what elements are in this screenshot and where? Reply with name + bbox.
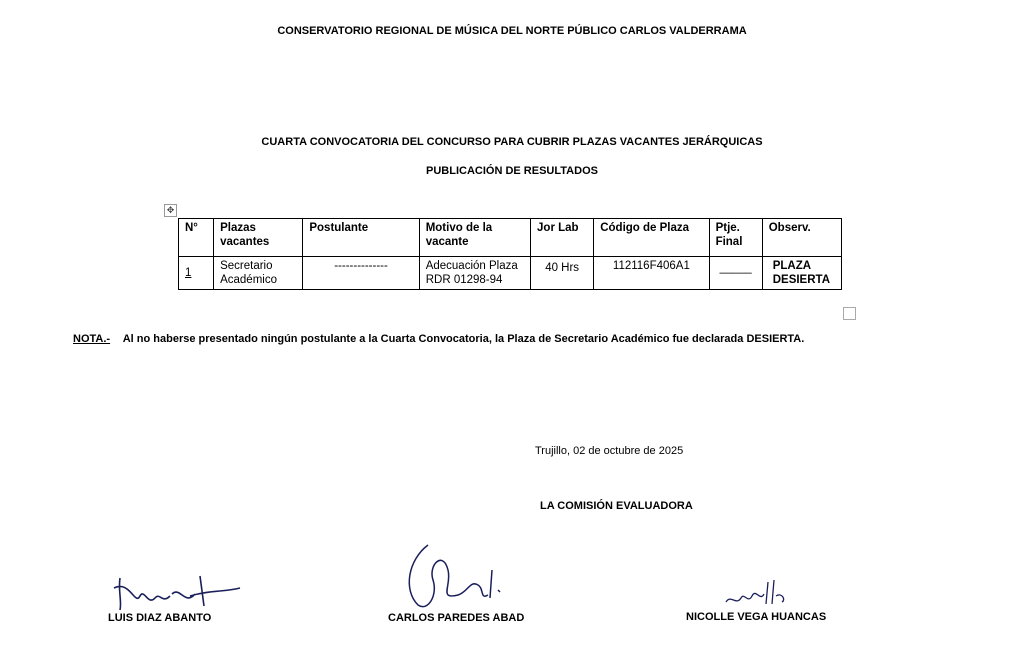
commission-title: LA COMISIÓN EVALUADORA: [540, 500, 693, 512]
nota: [73, 333, 804, 345]
cell-jornada: 40 Hrs: [531, 257, 594, 290]
document-title: CUARTA CONVOCATORIA DEL CONCURSO PARA CUBRIR PLAZAS VACANTES JERÁRQUICAS: [261, 136, 763, 148]
results-table: [178, 218, 842, 290]
table-resize-handle[interactable]: [843, 307, 856, 320]
signature-block-1: [100, 566, 250, 626]
column-header: Código de Plaza: [594, 219, 709, 257]
table-row: [179, 257, 842, 290]
column-header: Plazas vacantes: [214, 219, 303, 257]
document-subtitle: PUBLICACIÓN DE RESULTADOS: [426, 165, 598, 177]
signature-block-3: [686, 574, 846, 630]
column-header: Motivo de la vacante: [419, 219, 530, 257]
signature-block-2: [388, 540, 538, 630]
column-header: Observ.: [762, 219, 841, 257]
column-header: Ptje. Final: [709, 219, 762, 257]
signature-3: [686, 574, 796, 614]
cell-postulante: --------------: [303, 257, 419, 290]
date-line: Trujillo, 02 de octubre de 2025: [535, 445, 684, 457]
column-header: N°: [179, 219, 214, 257]
column-header: Jor Lab: [531, 219, 594, 257]
cell-puntaje: _____: [709, 257, 762, 290]
row-number: 1: [179, 257, 214, 290]
column-header: Postulante: [303, 219, 419, 257]
cell-codigo: 112116F406A1: [594, 257, 709, 290]
cell-motivo: Adecuación Plaza RDR 01298-94: [419, 257, 530, 290]
signature-1: [100, 566, 250, 616]
table-header-row: [179, 219, 842, 257]
cell-observacion: PLAZA DESIERTA: [762, 257, 841, 290]
cell-plaza: Secretario Académico: [214, 257, 303, 290]
signer-name-1: LUIS DIAZ ABANTO: [108, 612, 212, 624]
table-move-handle-icon[interactable]: ✥: [164, 204, 177, 217]
signer-name-3: NICOLLE VEGA HUANCAS: [686, 611, 827, 623]
nota-label: NOTA.-: [73, 333, 111, 345]
signer-name-2: CARLOS PAREDES ABAD: [388, 612, 525, 624]
signature-2: [388, 540, 518, 615]
nota-text: Al no haberse presentado ningún postulante a la Cuarta Convocatoria, la Plaza de Secretario Académico fue declarada DESIERTA.: [122, 333, 805, 345]
institution-header: CONSERVATORIO REGIONAL DE MÚSICA DEL NORTE PÚBLICO CARLOS VALDERRAMA: [277, 25, 747, 37]
